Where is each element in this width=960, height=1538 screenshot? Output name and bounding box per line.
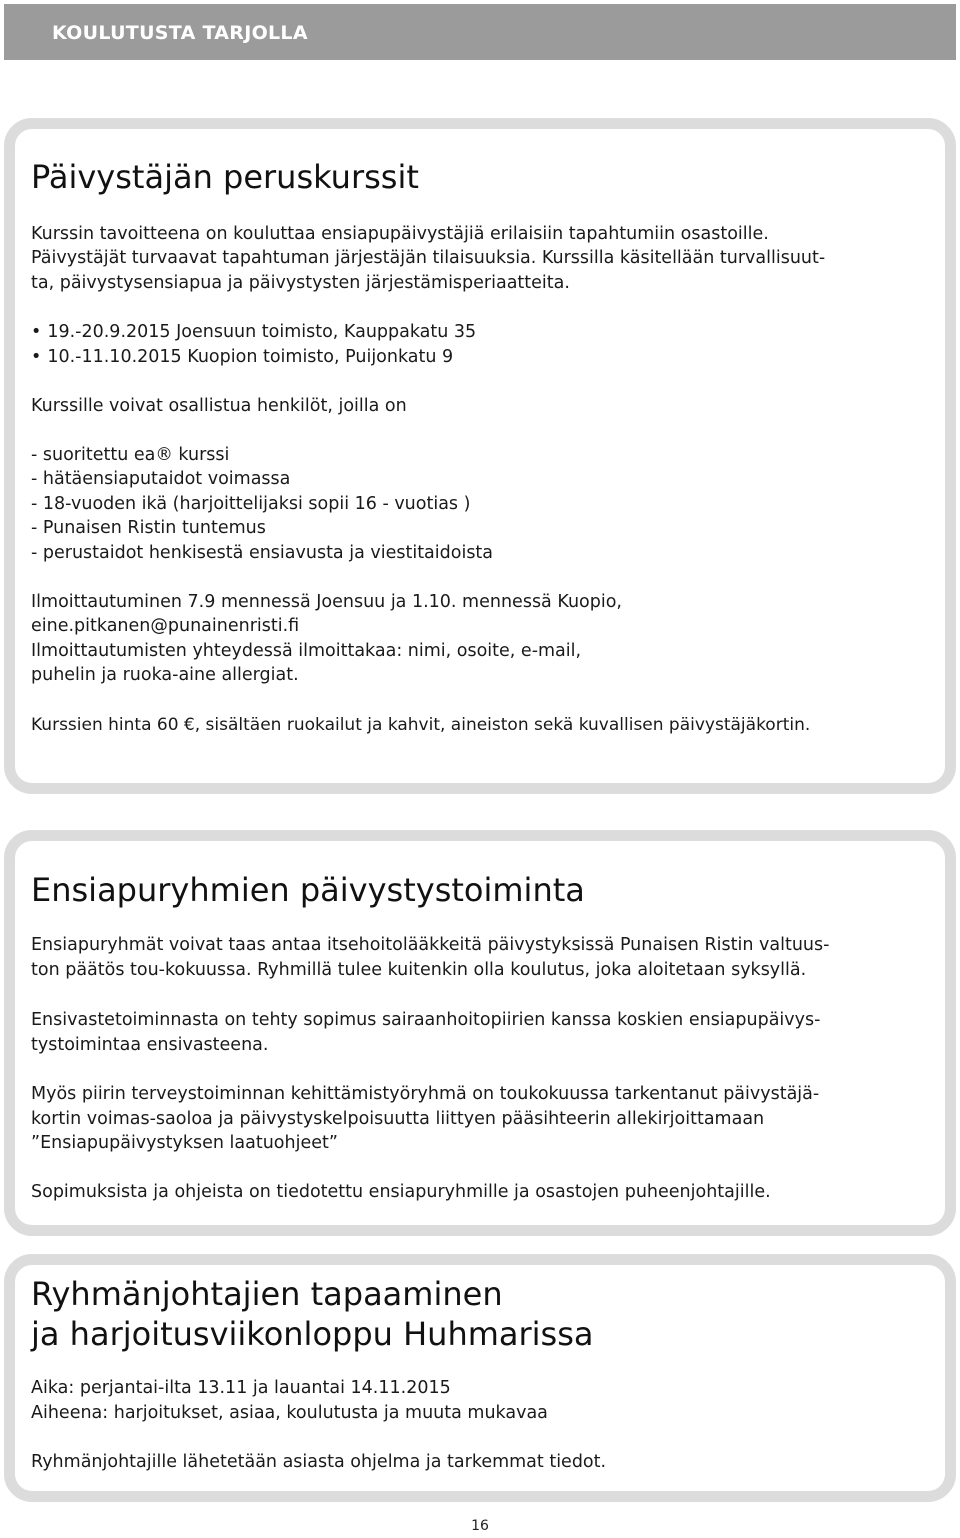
section2-para1-line: Ensiapuryhmät voivat taas antaa itsehoitolääkkeitä päivystyksissä Punaisen Ristin valtuus- bbox=[31, 935, 830, 955]
course-date-item: • 10.-11.10.2015 Kuopion toimisto, Puijonkatu 9 bbox=[31, 345, 453, 370]
requirement-item: - Punaisen Ristin tuntemus bbox=[31, 518, 266, 538]
header-title: KOULUTUSTA TARJOLLA bbox=[52, 22, 308, 44]
section3-title-line: Ryhmänjohtajien tapaaminen bbox=[31, 1275, 503, 1313]
meeting-time: Aika: perjantai-ilta 13.11 ja lauantai 14.11.2015 bbox=[31, 1378, 451, 1398]
page-number: 16 bbox=[471, 1518, 489, 1534]
section2-para3-line: Myös piirin terveystoiminnan kehittämistyöryhmä on toukokuussa tarkentanut päivystäjä- bbox=[31, 1084, 820, 1104]
registration-line: puhelin ja ruoka-aine allergiat. bbox=[31, 665, 299, 685]
section1-intro-line: Päivystäjät turvaavat tapahtuman järjestäjän tilaisuuksia. Kurssilla käsitellään turvallisuut- bbox=[31, 248, 826, 268]
requirement-item: - 18-vuoden ikä (harjoittelijaksi sopii 16 - vuotias ) bbox=[31, 494, 471, 514]
requirement-item: - suoritettu ea® kurssi bbox=[31, 445, 230, 465]
section1-title: Päivystäjän peruskurssit bbox=[31, 158, 419, 196]
requirement-item: - perustaidot henkisestä ensiavusta ja viestitaidoista bbox=[31, 543, 494, 563]
section2-para2-line: Ensivastetoiminnasta on tehty sopimus sairaanhoitopiirien kanssa koskien ensiapupäivys- bbox=[31, 1010, 821, 1030]
section1-intro-line: Kurssin tavoitteena on kouluttaa ensiapupäivystäjiä erilaisiin tapahtumiin osastoille. bbox=[31, 224, 769, 244]
registration-email: eine.pitkanen@punainenristi.fi bbox=[31, 616, 300, 636]
section2-para2-line: tystoimintaa ensivasteena. bbox=[31, 1035, 269, 1055]
registration-line: Ilmoittautuminen 7.9 mennessä Joensuu ja 1.10. mennessä Kuopio, bbox=[31, 592, 622, 612]
course-price: Kurssien hinta 60 €, sisältäen ruokailut ja kahvit, aineiston sekä kuvallisen päivystäjäkortin. bbox=[31, 715, 811, 735]
section2-title: Ensiapuryhmien päivystystoiminta bbox=[31, 871, 585, 909]
course-date-item: • 19.-20.9.2015 Joensuun toimisto, Kauppakatu 35 bbox=[31, 320, 476, 345]
section2-para4: Sopimuksista ja ohjeista on tiedotettu ensiapuryhmille ja osastojen puheenjohtajille. bbox=[31, 1182, 771, 1202]
section2-para1-line: ton päätös tou-kokuussa. Ryhmillä tulee kuitenkin olla koulutus, joka aloitetaan syksyllä. bbox=[31, 960, 807, 980]
meeting-note: Ryhmänjohtajille lähetetään asiasta ohjelma ja tarkemmat tiedot. bbox=[31, 1452, 607, 1472]
meeting-topic: Aiheena: harjoitukset, asiaa, koulutusta ja muuta mukavaa bbox=[31, 1403, 548, 1423]
registration-line: Ilmoittautumisten yhteydessä ilmoittakaa: nimi, osoite, e-mail, bbox=[31, 641, 582, 661]
section2-para3-line: kortin voimas-saoloa ja päivystyskelpoisuutta liittyen pääsihteerin allekirjoittamaan bbox=[31, 1109, 765, 1129]
requirement-item: - hätäensiaputaidot voimassa bbox=[31, 469, 291, 489]
header-bar bbox=[4, 4, 956, 60]
section1-intro-line: ta, päivystysensiapua ja päivystysten järjestämisperiaatteita. bbox=[31, 273, 570, 293]
section3-title-line: ja harjoitusviikonloppu Huhmarissa bbox=[31, 1315, 594, 1353]
section2-para3-line: ”Ensiapupäivystyksen laatuohjeet” bbox=[31, 1133, 338, 1153]
eligibility-intro: Kurssille voivat osallistua henkilöt, joilla on bbox=[31, 396, 407, 416]
